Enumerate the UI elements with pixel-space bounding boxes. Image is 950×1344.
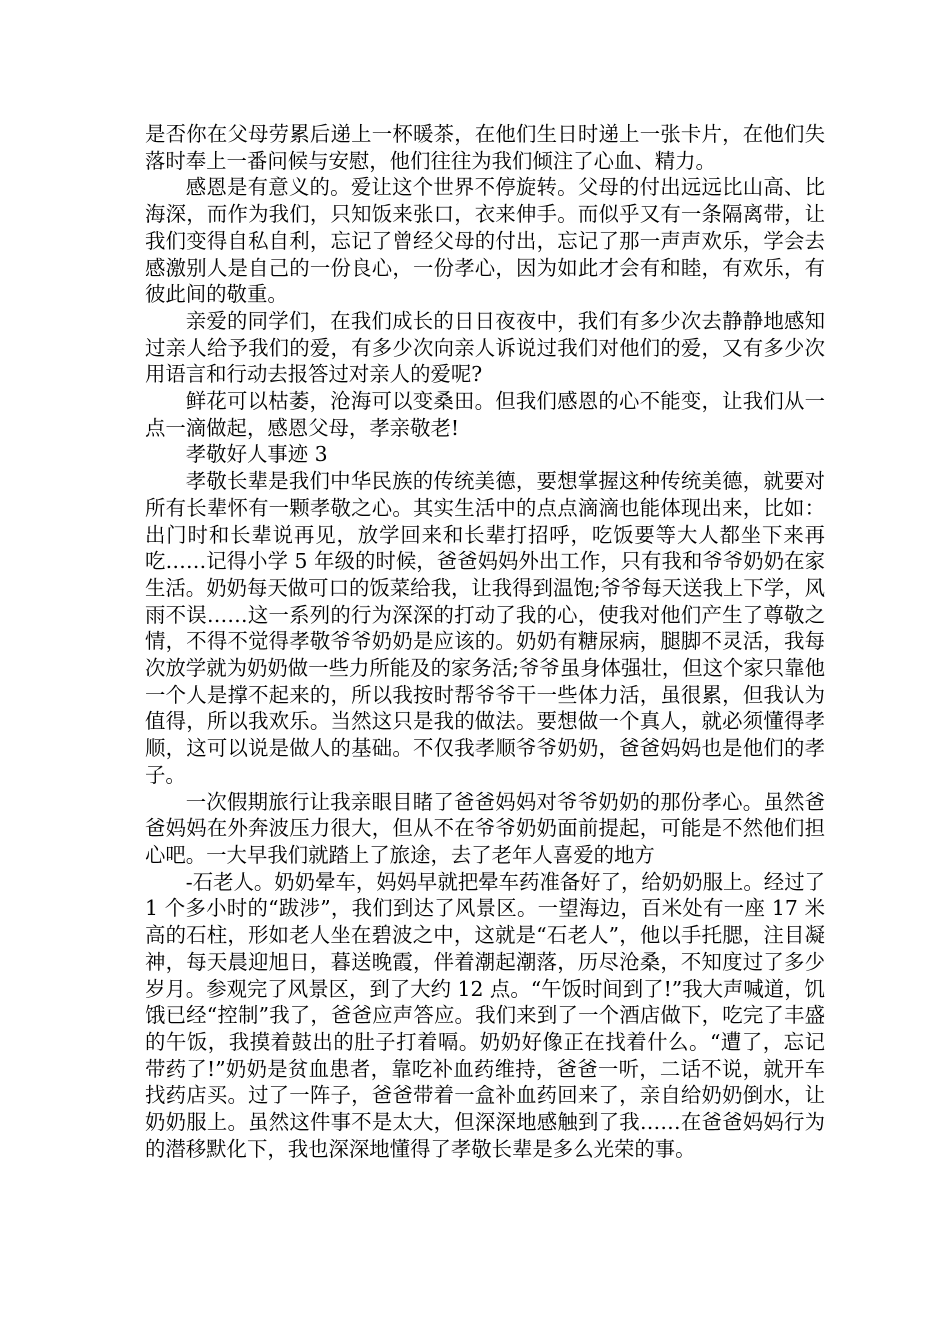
paragraph-gratitude-meaning: 感恩是有意义的。爱让这个世界不停旋转。父母的付出远远比山高、比海深，而作为我们，只知饭来张口，衣来伸手。而似乎又有一条隔离带，让我们变得自私自利，忘记了曾经父母的付出，忘记了那一声声欢乐，学会去感激别人是自己的一份良心，一份孝心，因为如此才会有和睦，有欢乐，有彼此间的敬重。 [145, 175, 825, 307]
section-heading: 孝敬好人事迹 3 [185, 442, 328, 467]
document-body [145, 121, 825, 1162]
paragraph-classmates: 亲爱的同学们，在我们成长的日日夜夜中，我们有多少次去静静地感知过亲人给予我们的爱，有多少次向亲人诉说过我们对他们的爱，又有多少次用语言和行动去报答过对亲人的爱呢? [145, 308, 825, 387]
paragraph-continuation: 是否你在父母劳累后递上一杯暖茶，在他们生日时递上一张卡片，在他们失落时奉上一番问候与安慰，他们往往为我们倾注了心血、精力。 [145, 122, 825, 173]
paragraph-filial-virtue: 孝敬长辈是我们中华民族的传统美德，要想掌握这种传统美德，就要对所有长辈怀有一颗孝敬之心。其实生活中的点点滴滴也能体现出来，比如：出门时和长辈说再见，放学回来和长辈打招呼，吃饭要等大人都坐下来再吃……记得小学 5 年级的时候，爸爸妈妈外出工作，只有我和爷爷奶奶在家生活。奶奶每天做可口的饭菜给我，让我得到温饱;爷爷每天送我上下学，风雨不误……这一系列的行为深深的打动了我的心，使我对他们产生了尊敬之情，不得不觉得孝敬爷爷奶奶是应该的。奶奶有糖尿病，腿脚不灵活，我每次放学就为奶奶做一些力所能及的家务活;爷爷虽身体强壮，但这个家只靠他一个人是撑不起来的，所以我按时帮爷爷干一些体力活，虽很累，但我认为值得，所以我欢乐。当然这只是我的做法。要想做一个真人，就必须懂得孝顺，这可以说是做人的基础。不仅我孝顺爷爷奶奶，爸爸妈妈也是他们的孝子。 [145, 469, 825, 787]
paragraph-holiday-trip: 一次假期旅行让我亲眼目睹了爸爸妈妈对爷爷奶奶的那份孝心。虽然爸爸妈妈在外奔波压力很大，但从不在爷爷奶奶面前提起，可能是不然他们担心吧。一大早我们就踏上了旅途，去了老年人喜爱的地方 [145, 789, 825, 867]
paragraph-flowers: 鲜花可以枯萎，沧海可以变桑田。但我们感恩的心不能变，让我们从一点一滴做起，感恩父母，孝亲敬老! [145, 389, 825, 440]
paragraph-stone-old-man: -石老人。奶奶晕车，妈妈早就把晕车药准备好了，给奶奶服上。经过了 1 个多小时的“跋涉”，我们到达了风景区。一望海边，百米处有一座 17 米高的石柱，形如老人坐在碧波之中，这就是“石老人”，他以手托腮，注目凝神，每天晨迎旭日，暮送晚霞，伴着潮起潮落，历尽沧桑，不知度过了多少岁月。参观完了风景区，到了大约 12 点。“午饭时间到了!”我大声喊道，饥饿已经“控制”我了，爸爸应声答应。我们来到了一个酒店做下，吃完了丰盛的午饭，我摸着鼓出的肚子打着嗝。奶奶好像正在找着什么。“遭了，忘记带药了!”奶奶是贫血患者，靠吃补血药维持，爸爸一听，二话不说，就开车找药店买。过了一阵子，爸爸带着一盒补血药回来了，亲自给奶奶倒水，让奶奶服上。虽然这件事不是太大，但深深地感触到了我……在爸爸妈妈行为的潜移默化下，我也深深地懂得了孝敬长辈是多么光荣的事。 [145, 869, 825, 1161]
